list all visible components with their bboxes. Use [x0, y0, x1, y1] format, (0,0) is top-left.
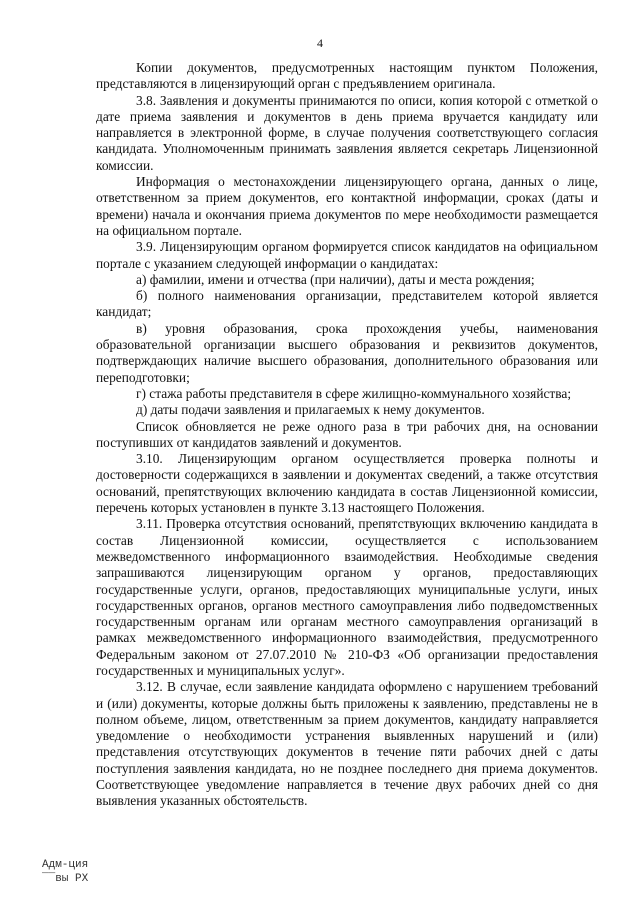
paragraph-3-11: 3.11. Проверка отсутствия оснований, препятствующих включению кандидата в состав Лицензионной комиссии, осуществляется с использованием межведомственного информационного взаимодействия. Необходимые сведения запрашиваются лицензирующим органом у органов, предоставляющих государственные услуги, органов, предоставляющих муниципальные услуги, иных государственных органов, органов местного самоуправления либо подведомственных государственным органам или органам местного самоуправления организаций в рамках межведомственного информационного взаимодействия, предусмотренного Федеральным законом от 27.07.2010 № 210-ФЗ «Об организации предоставления государственных и муниципальных услуг».: [96, 516, 598, 678]
paragraph-copies: Копии документов, предусмотренных настоящим пунктом Положения, представляются в лицензирующий орган с предъявлением оригинала.: [96, 60, 598, 92]
list-item-d: д) даты подачи заявления и прилагаемых к нему документов.: [136, 402, 485, 418]
list-item-g: г) стажа работы представителя в сфере жилищно-коммунального хозяйства;: [136, 385, 572, 401]
paragraph-3-8: 3.8. Заявления и документы принимаются по описи, копия которой с отметкой о дате приема заявления и документов в день приема вручается кандидату или направляется в электронной форме, в случае получения соответствующего согласия кандидата. Уполномоченным принимать заявления является секретарь Лицензионной комиссии.: [96, 92, 598, 173]
page-number: 4: [317, 36, 323, 50]
document-body: [96, 60, 598, 810]
list-item-v: в) уровня образования, срока прохождения учебы, наименования образовательной организации высшего образования и реквизитов документов, подтверждающих наличие высшего образования, дополнительного образования или переподготовки;: [96, 320, 598, 385]
paragraph-3-12: 3.12. В случае, если заявление кандидата оформлено с нарушением требований и (или) документы, которые должны быть приложены к заявлению, представлены не в полном объеме, лицом, ответственным за прием документов, кандидату направляется уведомление о необходимости устранения выявленных нарушений и (или) представления отсутствующих документов в течение пяти рабочих дней с даты поступления заявления кандидата, но не позднее последнего дня приема документов. Соответствующее уведомление направляется в течение двух рабочих дней со дня выявления указанных обстоятельств.: [96, 679, 598, 809]
list-item-b: б) полного наименования организации, представителем которой является кандидат;: [96, 288, 598, 320]
list-item-a: а) фамилии, имени и отчества (при наличии), даты и места рождения;: [136, 271, 535, 287]
paragraph-info-location: Информация о местонахождении лицензирующего органа, данных о лице, ответственном за прием документов, его контактной информации, сроках (даты и времени) начала и окончания приема документов по мере необходимости размещается на официальном портале.: [96, 174, 598, 238]
office-stamp: [42, 858, 88, 886]
stamp-line-2: ‾‾вы РХ: [42, 873, 89, 885]
stamp-line-1: Адм-ция: [42, 859, 89, 871]
paragraph-3-10: 3.10. Лицензирующим органом осуществляется проверка полноты и достоверности содержащихся в заявлении и документах сведений, а также отсутствия оснований, препятствующих включению кандидата в состав Лицензионной комиссии, перечень которых установлен в пункте 3.13 настоящего Положения.: [96, 451, 598, 516]
paragraph-3-9: 3.9. Лицензирующим органом формируется список кандидатов на официальном портале с указанием следующей информации о кандидатах:: [96, 239, 598, 271]
paragraph-list-update: Список обновляется не реже одного раза в три рабочих дня, на основании поступивших от кандидатов заявлений и документов.: [96, 418, 598, 450]
